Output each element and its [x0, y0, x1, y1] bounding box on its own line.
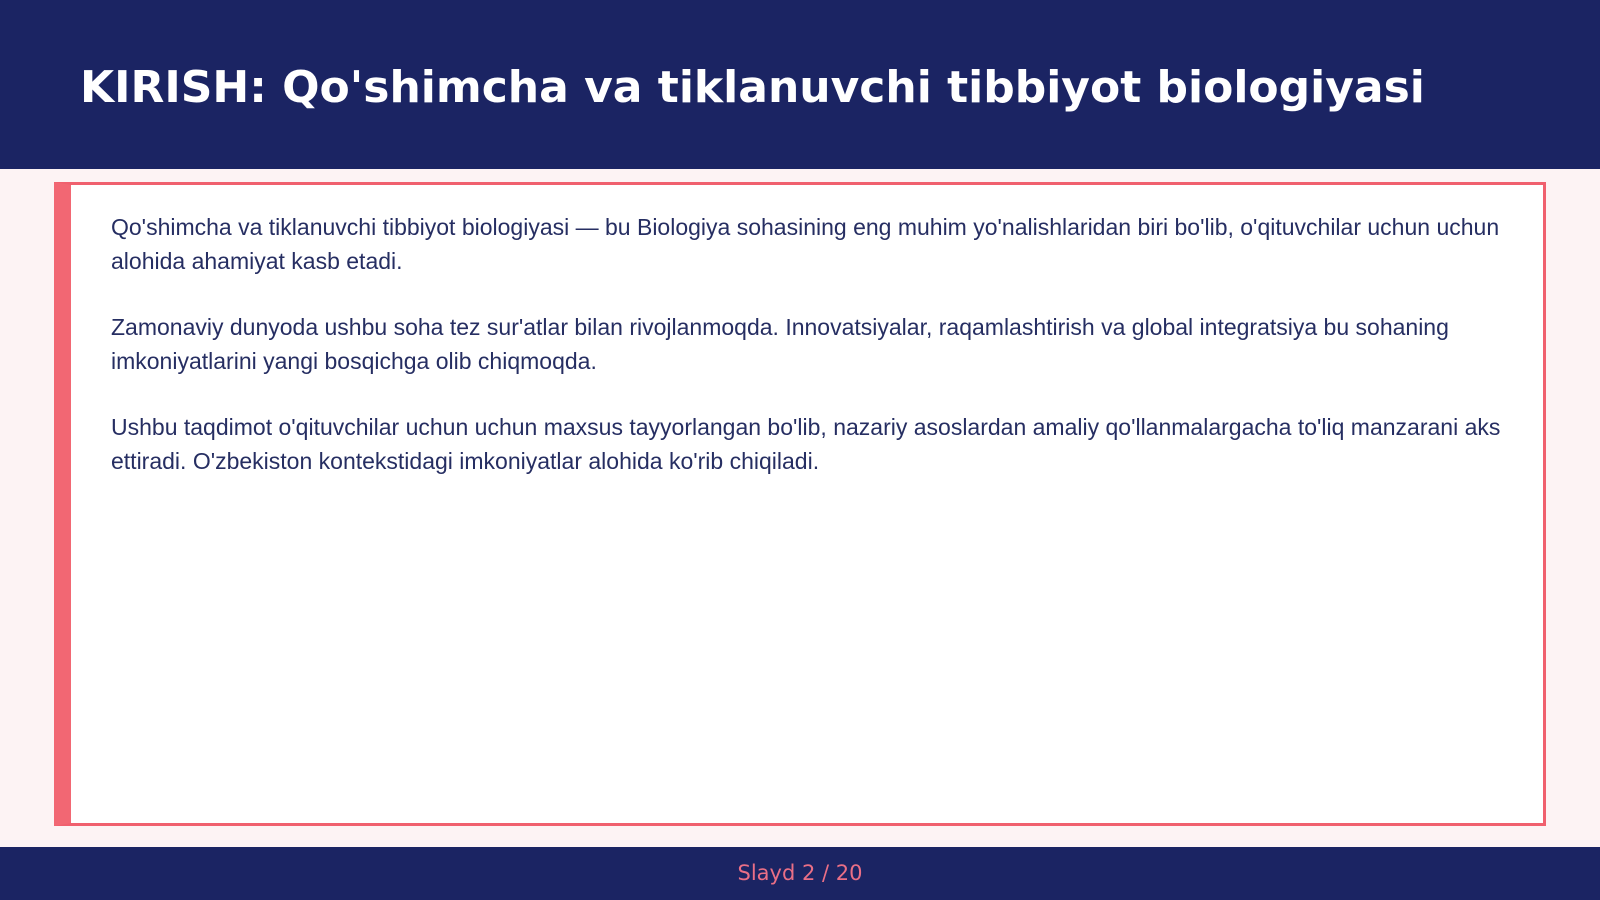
slide-title: KIRISH: Qo'shimcha va tiklanuvchi tibbiyot biologiyasi [80, 62, 1425, 113]
body-paragraph-2: Zamonaviy dunyoda ushbu soha tez sur'atlar bilan rivojlanmoqda. Innovatsiyalar, raqamlashtirish va global integratsiya bu sohaning imkoniyatlarini yangi bosqichga olib chiqmoqda. [111, 314, 1449, 374]
slide-number: Slayd 2 / 20 [737, 861, 863, 885]
body-paragraph-3: Ushbu taqdimot o'qituvchilar uchun uchun maxsus tayyorlangan bo'lib, nazariy asoslardan amaliy qo'llanmalargacha to'liq manzarani aks ettiradi. O'zbekiston kontekstidagi imkoniyatlar alohida ko'rib chiqiladi. [111, 414, 1501, 474]
body-paragraph-1: Qo'shimcha va tiklanuvchi tibbiyot biologiyasi — bu Biologiya sohasining eng muhim yo'nalishlaridan biri bo'lib, o'qituvchilar uchun uchun alohida ahamiyat kasb etadi. [111, 214, 1500, 274]
slide-body [111, 210, 1521, 510]
